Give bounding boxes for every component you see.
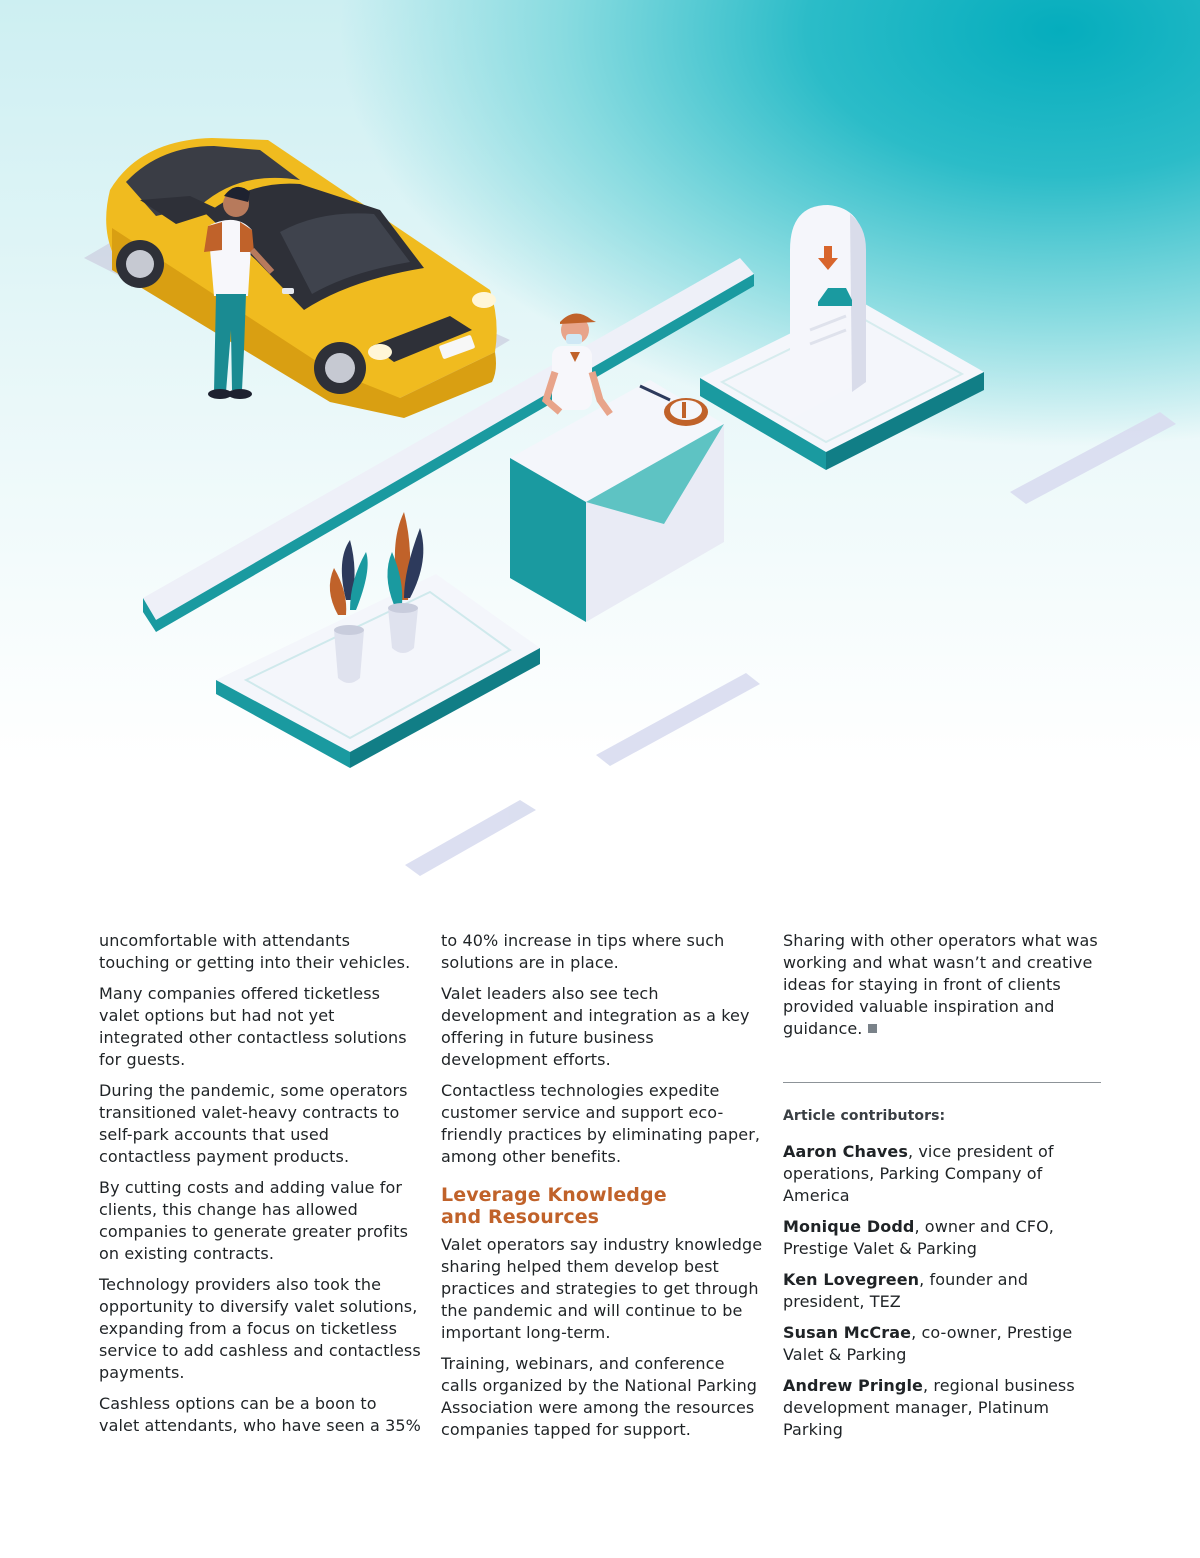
paragraph: During the pandemic, some operators transitioned valet-heavy contracts to self-park accounts that used contactless payment products.: [99, 1081, 408, 1166]
paragraph: Contactless technologies expedite customer service and support eco-friendly practices by eliminating paper, among other benefits.: [441, 1081, 761, 1166]
yellow-car: [106, 138, 497, 418]
contributor-role: , regional business development manager, Platinum Parking: [783, 1376, 1075, 1439]
paragraph: Technology providers also took the opportunity to diversify valet solutions, expanding from a focus on ticketless service to add cashless and contactless payments.: [99, 1275, 421, 1382]
contributor-name: Monique Dodd: [783, 1217, 915, 1236]
contributor-name: Aaron Chaves: [783, 1142, 908, 1161]
section-subhead: Leverage Knowledge and Resources: [441, 1184, 667, 1228]
plant-platform: [216, 574, 540, 768]
contributor-name: Susan McCrae: [783, 1323, 912, 1342]
paragraph: Valet leaders also see tech development and integration as a key offering in future business development efforts.: [441, 984, 750, 1069]
paragraph: By cutting costs and adding value for clients, this change has allowed companies to generate greater profits on existing contracts.: [99, 1178, 409, 1263]
contributor-role: , founder and president, TEZ: [783, 1270, 1029, 1311]
closing-paragraph: [783, 930, 1105, 1040]
column-1: [99, 930, 421, 1446]
valet-podium: [510, 380, 724, 622]
contributor: [783, 1375, 1105, 1441]
contributor-name: Andrew Pringle: [783, 1376, 924, 1395]
contributor-role: , vice president of operations, Parking Company of America: [783, 1142, 1054, 1205]
paragraph: Valet operators say industry knowledge sharing helped them develop best practices and strategies to get through the pandemic and will continue to be important long-term.: [441, 1235, 763, 1342]
contributor-name: Ken Lovegreen: [783, 1270, 920, 1289]
contributor: [783, 1269, 1105, 1313]
paragraph: uncomfortable with attendants touching or getting into their vehicles.: [99, 931, 411, 972]
closing-text: Sharing with other operators what was working and what wasn’t and creative ideas for staying in front of clients provided valuable inspiration and guidance.: [783, 931, 1098, 1038]
contributor-role: , co-owner, Prestige Valet & Parking: [783, 1323, 1073, 1364]
contributor: [783, 1216, 1105, 1260]
contributor: [783, 1322, 1105, 1366]
column-3: [783, 930, 1105, 1450]
paragraph: to 40% increase in tips where such solutions are in place.: [441, 931, 725, 972]
contributors-label: Article contributors:: [783, 1108, 946, 1124]
paragraph: Training, webinars, and conference calls organized by the National Parking Association were among the resources companies tapped for support.: [441, 1354, 758, 1439]
end-of-article-icon: [868, 1024, 877, 1033]
divider: [783, 1082, 1101, 1083]
parking-sign: [790, 205, 866, 420]
column-2: [441, 930, 763, 1450]
contributor-role: , owner and CFO, Prestige Valet & Parking: [783, 1217, 1054, 1258]
paragraph: Cashless options can be a boon to valet attendants, who have seen a 35%: [99, 1394, 421, 1435]
paragraph: Many companies offered ticketless valet options but had not yet integrated other contactless solutions for guests.: [99, 984, 407, 1069]
contributor: [783, 1141, 1105, 1207]
